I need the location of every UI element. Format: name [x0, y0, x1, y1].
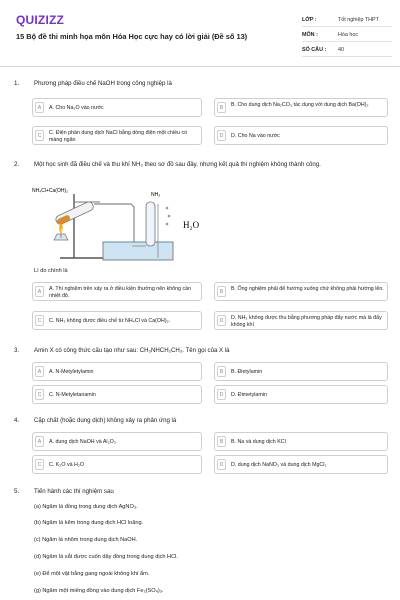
option-letter: C [35, 459, 44, 470]
meta-label: SỐ CÂU : [302, 47, 327, 53]
meta-info [302, 14, 392, 59]
question-text: Tiến hành các thí nghiệm sau [34, 488, 114, 495]
experiment-item: (c) Ngâm lá nhôm trong dung dịch NaOH. [34, 537, 138, 543]
question-text: Amin X có công thức cấu tạo như sau: CH₃NHCH₂CH₃. Tên gọi của X là [34, 347, 230, 354]
question-text: Một học sinh đã điều chế và thu khí NH₃ theo sơ đồ sau đây, nhưng kết quả thí nghiệm không thành công. [34, 161, 321, 168]
meta-row-grade [302, 14, 392, 27]
option-a[interactable] [32, 282, 202, 301]
option-text: D. NH₃ không được thu bằng phương pháp đẩy nước mà là đẩy không khí [231, 315, 382, 328]
option-text: B. Ống nghiệm phải để hướng xuống chứ không phải hướng lên. [231, 286, 384, 292]
option-letter: B [217, 366, 226, 377]
option-letter: B [217, 436, 226, 447]
question-number: 5. [14, 488, 20, 495]
option-c[interactable] [32, 455, 202, 474]
option-text: A. Thí nghiệm trên xảy ra ở điều kiện thường nên không cần nhiệt độ. [49, 286, 192, 299]
question-subtext: Lí do chính là [34, 268, 68, 274]
meta-value: Tốt nghiệp THPT [338, 17, 379, 23]
option-b[interactable] [214, 362, 388, 381]
option-text: A. N-Metyletylamin [49, 369, 94, 375]
experiment-item: (e) Để một vật bằng gang ngoài không khí ẩm. [34, 571, 150, 577]
experiment-item: (d) Ngâm lá sắt được cuốn dây đồng trong dung dịch HCl. [34, 554, 178, 560]
option-text: C. NH₃ không được điều chế từ NH₄Cl và Ca(OH)₂. [49, 318, 171, 324]
option-letter: A [35, 286, 44, 297]
meta-row-count [302, 44, 392, 57]
meta-label: MÔN : [302, 32, 318, 38]
option-d[interactable] [214, 311, 388, 330]
experiment-item: (b) Ngâm lá kẽm trong dung dịch HCl loãng. [34, 520, 144, 526]
option-letter: A [35, 436, 44, 447]
question-number: 4. [14, 417, 20, 424]
option-letter: C [35, 130, 44, 141]
option-text: A. dung dịch NaOH và Al₂O₃ [49, 439, 116, 445]
option-letter: D [217, 389, 226, 400]
option-letter: B [217, 102, 226, 113]
option-letter: C [35, 389, 44, 400]
option-text: C. N-Metyletanamin [49, 392, 96, 398]
meta-row-subject [302, 29, 392, 42]
question-text: Cặp chất (hoặc dung dịch) không xảy ra phản ứng là [34, 417, 177, 424]
meta-value: Hóa học [338, 32, 359, 38]
option-c[interactable] [32, 385, 202, 404]
option-b[interactable] [214, 98, 388, 117]
option-letter: D [217, 459, 226, 470]
option-letter: D [217, 130, 226, 141]
option-a[interactable] [32, 98, 202, 117]
option-text: B. Đietylamin [231, 369, 263, 375]
question-number: 2. [14, 161, 20, 168]
option-c[interactable] [32, 311, 202, 330]
option-text: C. Điện phân dung dịch NaCl bằng dòng điện một chiều có màng ngăn [49, 130, 188, 143]
option-c[interactable] [32, 126, 202, 145]
experiment-item: (g) Ngâm một miếng đồng vào dung dịch Fe₂(SO₄)₃. [34, 588, 164, 594]
worksheet-title: 15 Bộ đề thi minh họa môn Hóa Học cực hay có lời giải (Đề số 13) [16, 32, 248, 41]
question-number: 3. [14, 347, 20, 354]
option-a[interactable] [32, 362, 202, 381]
gas-label: NH₃ [151, 192, 161, 198]
option-d[interactable] [214, 385, 388, 404]
option-d[interactable] [214, 126, 388, 145]
option-text: D. dung dịch NaNO₃ và dung dịch MgCl₂ [231, 462, 327, 468]
option-letter: A [35, 366, 44, 377]
question-number: 1. [14, 80, 20, 87]
option-b[interactable] [214, 432, 388, 451]
option-text: B. Cho dung dịch Na₂CO₃ tác dụng với dung dịch Ba(OH)₂ [231, 102, 369, 108]
nh3-apparatus-figure [30, 180, 220, 262]
option-letter: B [217, 286, 226, 297]
option-text: D. Cho Na vào nước [231, 133, 280, 139]
header-divider [0, 66, 400, 67]
option-text: A. Cho Na₂O vào nước [49, 105, 104, 111]
worksheet-header [0, 0, 400, 58]
option-text: B. Na và dung dịch KCl [231, 439, 286, 445]
water-label: H₂O [183, 220, 200, 230]
option-letter: C [35, 315, 44, 326]
meta-value: 40 [338, 47, 344, 53]
experiment-item: (a) Ngâm lá đồng trong dung dịch AgNO₃. [34, 504, 138, 510]
reagent-label: NH₄Cl+Ca(OH)₂ [32, 188, 69, 194]
quizizz-logo: QUIZIZZ [16, 13, 65, 27]
question-text: Phương pháp điều chế NaOH trong công nghiệp là [34, 80, 172, 87]
option-b[interactable] [214, 282, 388, 301]
option-letter: A [35, 102, 44, 113]
option-a[interactable] [32, 432, 202, 451]
meta-label: LỚP : [302, 17, 317, 23]
option-text: D. Đimetylamin [231, 392, 267, 398]
option-d[interactable] [214, 455, 388, 474]
option-letter: D [217, 315, 226, 326]
option-text: C. K₂O và H₂O [49, 462, 85, 468]
